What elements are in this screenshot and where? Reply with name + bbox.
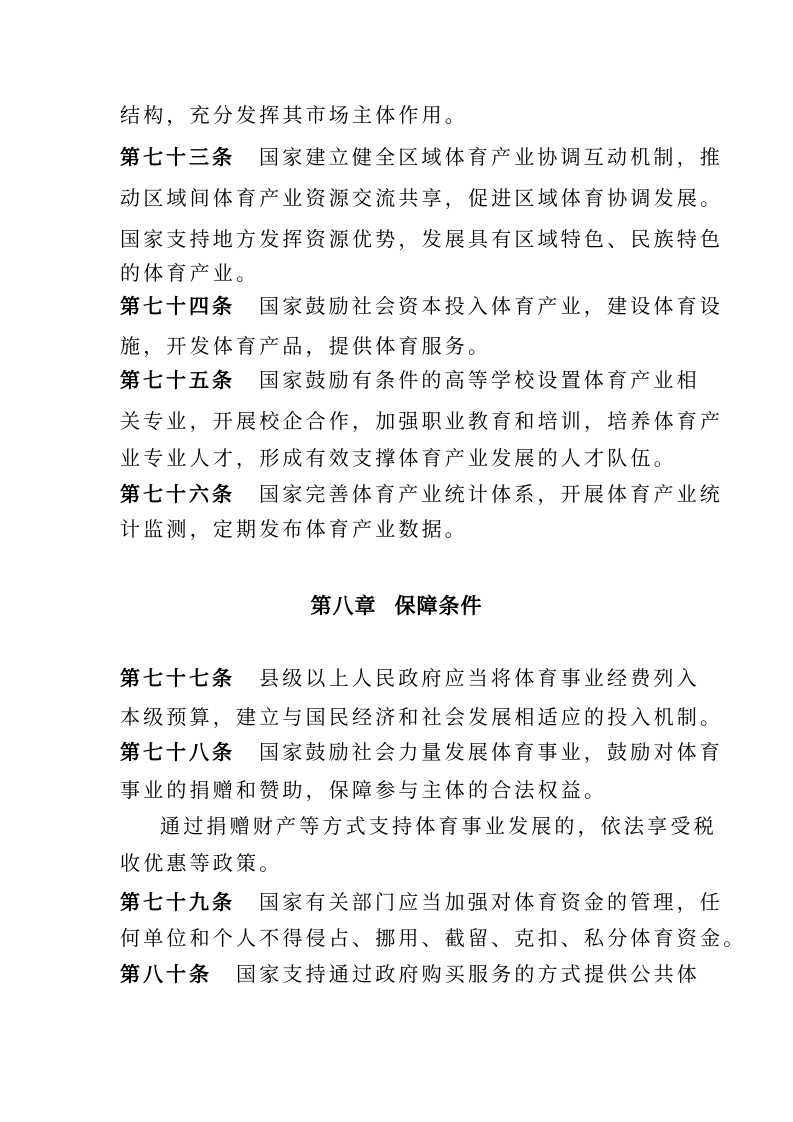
text-line: 动区域间体育产业资源交流共享，促进区域体育协调发展。: [120, 186, 724, 210]
article-line: 第七十五条 国家鼓励有条件的高等学校设置体育产业相: [120, 368, 700, 392]
article-number: 第七十四条: [120, 294, 235, 318]
chapter-heading: [0, 593, 793, 619]
article-line: 第七十三条 国家建立健全区域体育产业协调互动机制，推: [120, 145, 723, 169]
chapter-number: 第八章: [310, 594, 377, 618]
text-line: 的体育产业。: [120, 261, 260, 285]
article-number: 第七十九条: [120, 890, 235, 914]
article-number: 第七十六条: [120, 482, 235, 506]
article-number: 第七十三条: [120, 145, 235, 169]
text-line: 业专业人才，形成有效支撑体育产业发展的人才队伍。: [120, 446, 677, 470]
text-line: 施，开发体育产品，提供体育服务。: [120, 334, 492, 358]
text-line: 计监测，定期发布体育产业数据。: [120, 517, 468, 541]
article-line: 第七十六条 国家完善体育产业统计体系，开展体育产业统: [120, 482, 723, 506]
text-line: 通过捐赠财产等方式支持体育事业发展的，依法享受税: [160, 814, 717, 838]
text-line: 国家支持地方发挥资源优势，发展具有区域特色、民族特色: [120, 227, 724, 251]
article-number: 第七十八条: [120, 740, 235, 764]
text-line: 关专业，开展校企合作，加强职业教育和培训，培养体育产: [120, 409, 724, 433]
article-number: 第七十七条: [120, 666, 235, 690]
article-line: 第七十九条 国家有关部门应当加强对体育资金的管理，任: [120, 890, 723, 914]
text-line: 收优惠等政策。: [120, 851, 283, 875]
article-line: 第八十条 国家支持通过政府购买服务的方式提供公共体: [120, 962, 700, 986]
article-line: 第七十八条 国家鼓励社会力量发展体育事业，鼓励对体育: [120, 740, 723, 764]
article-line: 第七十四条 国家鼓励社会资本投入体育产业，建设体育设: [120, 294, 723, 318]
text-line: 事业的捐赠和赞助，保障参与主体的合法权益。: [120, 778, 608, 802]
text-line: 本级预算，建立与国民经济和社会发展相适应的投入机制。: [120, 705, 724, 729]
article-number: 第八十条: [120, 962, 212, 986]
text-line: 结构，充分发挥其市场主体作用。: [120, 103, 468, 127]
article-line: 第七十七条 县级以上人民政府应当将体育事业经费列入: [120, 666, 700, 690]
text-line: 何单位和个人不得侵占、挪用、截留、克扣、私分体育资金。: [120, 926, 747, 950]
chapter-title: 保障条件: [394, 594, 483, 618]
article-number: 第七十五条: [120, 368, 235, 392]
